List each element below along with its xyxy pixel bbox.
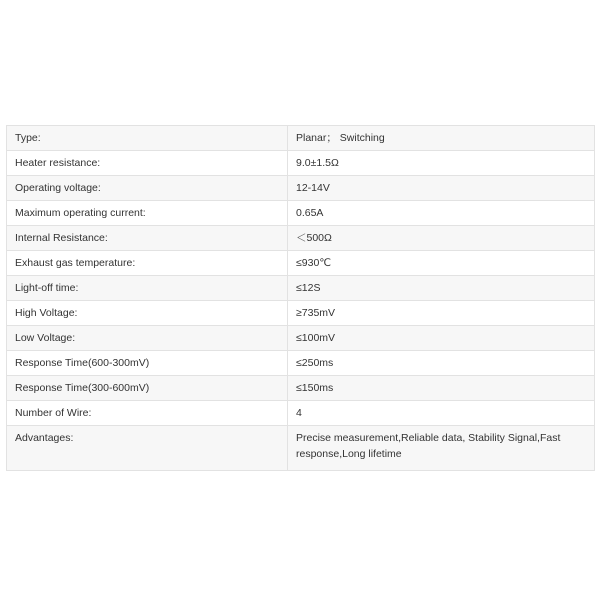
spec-value: 0.65A — [288, 201, 595, 226]
spec-label: Advantages: — [7, 426, 288, 471]
table-row — [7, 401, 595, 426]
spec-label: Low Voltage: — [7, 326, 288, 351]
spec-value: 9.0±1.5Ω — [288, 151, 595, 176]
spec-value: ≤100mV — [288, 326, 595, 351]
spec-value: ≤250ms — [288, 351, 595, 376]
table-row — [7, 151, 595, 176]
table-row — [7, 251, 595, 276]
spec-value: ≤12S — [288, 276, 595, 301]
spec-value: ≥735mV — [288, 301, 595, 326]
table-row — [7, 426, 595, 471]
table-row — [7, 176, 595, 201]
table-row — [7, 351, 595, 376]
spec-label: Number of Wire: — [7, 401, 288, 426]
table-row — [7, 376, 595, 401]
spec-label: Internal Resistance: — [7, 226, 288, 251]
spec-label: Response Time(600-300mV) — [7, 351, 288, 376]
spec-value: 4 — [288, 401, 595, 426]
spec-label: Exhaust gas temperature: — [7, 251, 288, 276]
table-row — [7, 201, 595, 226]
table-row — [7, 301, 595, 326]
table-row — [7, 126, 595, 151]
spec-value: Planar； Switching — [288, 126, 595, 151]
spec-label: Type: — [7, 126, 288, 151]
table-row — [7, 226, 595, 251]
spec-value: 12-14V — [288, 176, 595, 201]
spec-label: Heater resistance: — [7, 151, 288, 176]
spec-label: Response Time(300-600mV) — [7, 376, 288, 401]
table-row — [7, 326, 595, 351]
spec-table — [6, 125, 595, 471]
spec-label: Maximum operating current: — [7, 201, 288, 226]
spec-value: ＜500Ω — [288, 226, 595, 251]
spec-label: Light-off time: — [7, 276, 288, 301]
spec-label: High Voltage: — [7, 301, 288, 326]
spec-value: ≤930℃ — [288, 251, 595, 276]
spec-label: Operating voltage: — [7, 176, 288, 201]
spec-value: ≤150ms — [288, 376, 595, 401]
table-row — [7, 276, 595, 301]
spec-value: Precise measurement,Reliable data, Stability Signal,Fast response,Long lifetime — [288, 426, 595, 471]
